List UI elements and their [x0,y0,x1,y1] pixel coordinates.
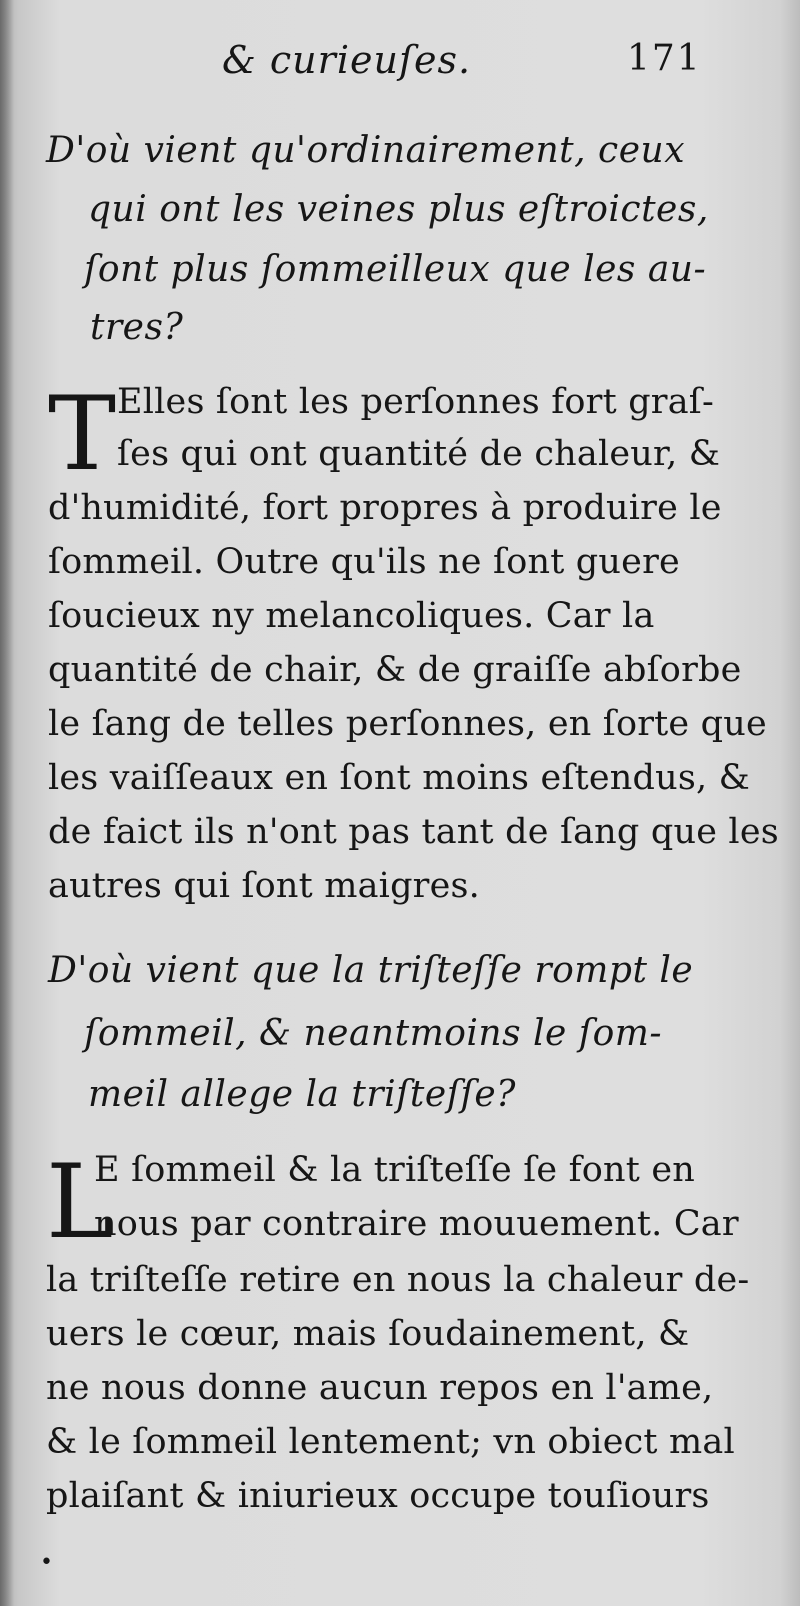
answer-1-line: de faict ils n'ont pas tant de ſang que les [48,812,779,852]
question-2-line: ſommeil, & neantmoins le ſom- [84,1013,663,1054]
answer-2-line: nous par contraire mouuement. Car [94,1204,739,1244]
answer-2-line: uers le cœur, mais ſoudainement, & [46,1314,690,1354]
question-2-line: meil allege la triſteſſe? [88,1074,516,1115]
page-number: 171 [627,38,702,79]
answer-1-line: le ſang de telles perſonnes, en ſorte que [48,704,767,744]
answer-1-line: Elles ſont les perſonnes fort graſ- [117,382,714,422]
answer-2-line: ne nous donne aucun repos en l'ame, [46,1368,714,1408]
drop-cap-l: L [46,1143,114,1262]
running-head [0,38,800,98]
ink-speck: • [40,1550,53,1575]
answer-1-line: ſommeil. Outre qu'ils ne ſont guere [48,542,680,582]
answer-1-line: ſoucieux ny melancoliques. Car la [48,596,655,636]
question-1-line: qui ont les veines plus eſtroictes, [88,189,709,230]
answer-1-line: d'humidité, fort propres à produire le [48,488,722,528]
question-1-line: D'où vient qu'ordinairement, ceux [46,130,685,171]
question-1-line: ſont plus ſommeilleux que les au- [84,249,707,290]
question-2-line: D'où vient que la triſteſſe rompt le [48,950,694,991]
drop-cap-t: T [48,375,117,494]
answer-2-line: la triſteſſe retire en nous la chaleur de- [46,1260,750,1300]
question-1-line: tres? [90,307,184,348]
answer-1-line: autres qui ſont maigres. [48,866,481,906]
running-title: & curieuſes. [222,38,472,82]
answer-2-line: & le ſommeil lentement; vn obiect mal [46,1422,735,1462]
answer-2-line: E ſommeil & la triſteſſe ſe font en [94,1150,696,1190]
answer-2-line: plaiſant & iniurieux occupe touſiours [46,1476,710,1516]
gutter-shadow [0,0,14,1606]
answer-1-line: quantité de chair, & de graiſſe abſorbe [48,650,742,690]
answer-1-line: ſes qui ont quantité de chaleur, & [117,434,721,474]
answer-1-line: les vaiſſeaux en ſont moins eſtendus, & [48,758,751,798]
